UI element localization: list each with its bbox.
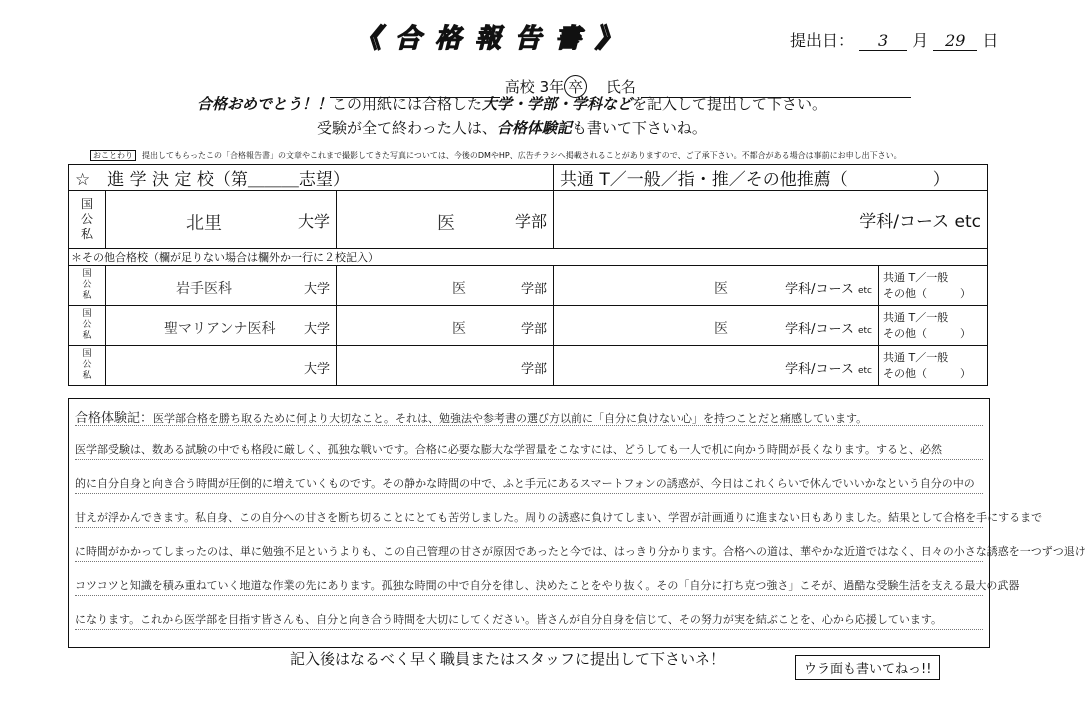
faculty-label: 学部: [520, 362, 547, 377]
experience-line: 合格体験記：医学部合格を勝ち取るために何より大切なこと。それは、勉強法や参考書の選び方以前に「自分に負けない心」を持つことだと痛感しています。: [75, 407, 983, 426]
submission-date: [790, 28, 998, 51]
decision-header: ☆ 進 学 決 定 校（第＿＿＿志望）: [69, 165, 554, 191]
faculty-cell[interactable]: [337, 306, 554, 346]
school-type-label: 国 公 私: [69, 191, 106, 249]
department-label: 学科/コース etc: [859, 212, 981, 232]
experience-message: [0, 117, 1024, 138]
department-cell[interactable]: [554, 266, 879, 306]
university-value: 聖マリアンナ医科: [164, 321, 276, 337]
month-label: 月: [912, 31, 929, 50]
school-label: 高校: [504, 78, 535, 96]
experience-line: に時間がかかってしまったのは、単に勉強不足というよりも、この自己管理の甘さが原因であったと今では、はっきり分かります。合格への道は、華やかな近道ではなく、日々の小さな誘惑を一つずつ退け: [75, 543, 983, 562]
day-label: 日: [982, 31, 999, 50]
experience-line: 医学部受験は、数ある試験の中でも格段に厳しく、孤独な戦いです。合格に必要な膨大な学習量をこなすには、どうしても一人で机に向かう時間が長くなります。すると、必然: [75, 441, 983, 460]
exam-type-header: 共通 T／一般／指・推／その他推薦（ ）: [554, 165, 988, 191]
faculty-cell[interactable]: [337, 266, 554, 306]
other-school-row: [69, 346, 988, 386]
university-label: 大学: [303, 322, 330, 337]
message-text: を記入して提出して下さい。: [632, 95, 828, 113]
department-cell[interactable]: [554, 306, 879, 346]
university-value: 北里: [186, 213, 222, 234]
other-schools-note: ＊その他合格校（欄が足りない場合は欄外か一行に２校記入）: [69, 249, 988, 266]
date-label: 提出日：: [790, 31, 855, 50]
faculty-label: 学部: [520, 322, 547, 337]
university-value: 岩手医科: [176, 281, 232, 297]
school-type-label: 国 公 私: [69, 266, 106, 306]
month-field[interactable]: 3: [859, 31, 907, 51]
decision-table: [68, 164, 988, 386]
other-school-row: [69, 266, 988, 306]
department-label: 学科/コース etc: [785, 282, 872, 297]
message-text: この用紙には合格した: [331, 95, 482, 113]
university-label: 大学: [303, 362, 330, 377]
notice-text: 提出してもらったこの「合格報告書」の文章やこれまで撮影してきた写真については、今後のDMやHP、広告チラシへ掲載されることがありますので、ご了承下さい。不都合がある場合は事前にお申し出下さい。: [142, 151, 902, 160]
department-cell[interactable]: [554, 191, 988, 249]
university-cell[interactable]: [106, 266, 337, 306]
experience-line: 的に自分自身と向き合う時間が圧倒的に増えていくものです。その静かな時間の中で、ふと手元にあるスマートフォンの誘惑が、今日はこれくらいで休んでいいかなという自分の中の: [75, 475, 983, 494]
message-bold: 大学・学部・学科など: [482, 95, 633, 113]
faculty-label: 学部: [514, 212, 547, 231]
department-value: 医: [714, 281, 728, 297]
university-label: 大学: [303, 282, 330, 297]
school-type-label: 国 公 私: [69, 346, 106, 386]
congrats-text: 合格おめでとう！！: [196, 95, 332, 113]
message-text: も書いて下さいね。: [571, 119, 707, 137]
year-text: 3年: [539, 78, 565, 96]
footer-instruction: 記入後はなるべく早く職員またはスタッフに提出して下さいネ！: [290, 650, 726, 668]
name-label: 氏名: [605, 78, 636, 96]
congrats-message: [0, 93, 1024, 114]
department-cell[interactable]: [554, 346, 879, 386]
notice-tag: おことわり: [90, 150, 136, 161]
back-side-note: ウラ面も書いてねっ!!: [795, 655, 940, 680]
message-text: 受験が全て終わった人は、: [317, 119, 497, 137]
other-school-row: [69, 306, 988, 346]
department-label: 学科/コース etc: [785, 362, 872, 377]
experience-box[interactable]: [68, 398, 1086, 648]
school-type-label: 国 公 私: [69, 306, 106, 346]
experience-line: 甘えが浮かんできます。私自身、この自分への甘さを断ち切ることにとても苦労しました。周りの誘惑に負けてしまい、学習が計画通りに進まない日もありました。結果として合格を手にするまで: [75, 509, 983, 528]
university-label: 大学: [297, 212, 330, 231]
page-title: 《合格報告書》: [355, 24, 636, 54]
department-value: 医: [714, 321, 728, 337]
department-label: 学科/コース etc: [785, 322, 872, 337]
exam-type-cell[interactable]: 共通 T／一般 その他（ ）: [878, 266, 987, 306]
faculty-cell[interactable]: [337, 346, 554, 386]
experience-label: 合格体験記：: [75, 411, 154, 426]
university-cell[interactable]: [106, 346, 337, 386]
university-cell[interactable]: [106, 306, 337, 346]
graduate-mark: 卒: [564, 75, 587, 98]
faculty-label: 学部: [520, 282, 547, 297]
exam-type-cell[interactable]: 共通 T／一般 その他（ ）: [878, 306, 987, 346]
faculty-value: 医: [452, 321, 466, 337]
day-field[interactable]: 29: [933, 31, 977, 51]
experience-line: になります。これから医学部を目指す皆さんも、自分と向き合う時間を大切にしてください。皆さんが自分自身を信じて、その努力が実を結ぶことを、心から応援しています。: [75, 611, 983, 630]
experience-line: コツコツと知識を積み重ねていく地道な作業の先にあります。孤独な時間の中で自分を律し、決めたことをやり抜く。その「自分に打ち克つ強さ」こそが、過酷な受験生活を支える最大の武器: [75, 577, 983, 596]
faculty-value: 医: [452, 281, 466, 297]
notice: [90, 150, 902, 161]
faculty-value: 医: [437, 213, 455, 234]
faculty-cell[interactable]: [337, 191, 554, 249]
university-cell[interactable]: [106, 191, 337, 249]
message-bold: 合格体験記: [496, 119, 572, 137]
exam-type-cell[interactable]: 共通 T／一般 その他（ ）: [878, 346, 987, 386]
